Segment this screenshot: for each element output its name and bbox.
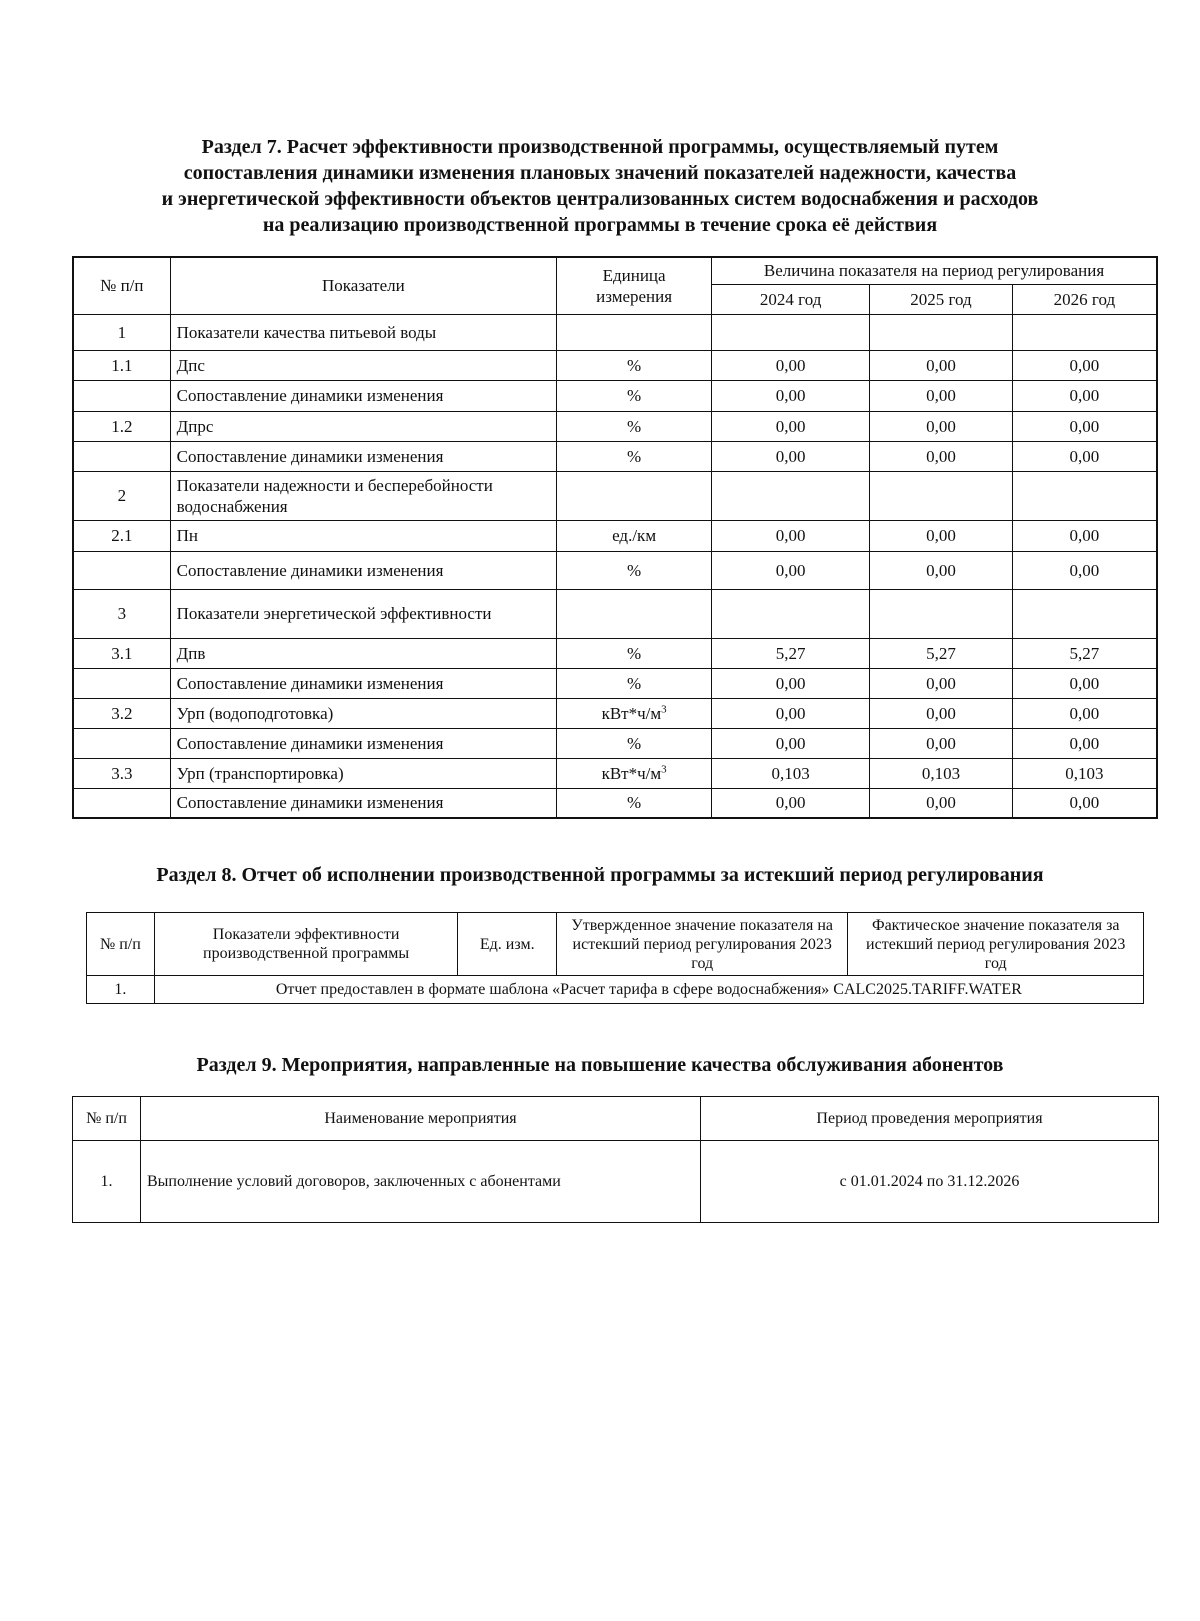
table-row xyxy=(73,668,1157,698)
row-num: 1.1 xyxy=(73,350,170,380)
row-indicator: Сопоставление динамики изменения xyxy=(170,788,556,818)
value-2026: 0,00 xyxy=(1012,788,1157,818)
row-num: 1 xyxy=(73,314,170,350)
section9-title: Раздел 9. Мероприятия, направленные на повышение качества обслуживания абонентов xyxy=(196,1054,1004,1076)
row-indicator: Дпс xyxy=(170,350,556,380)
row-unit xyxy=(557,380,712,411)
unit-text: % xyxy=(627,386,642,405)
row-num xyxy=(73,668,170,698)
col-header-actual: Фактическое значение показателя за истекший период регулирования 2023 год xyxy=(848,913,1144,976)
row-unit xyxy=(557,728,712,758)
section8-title: Раздел 8. Отчет об исполнении производственной программы за истекший период регулирования xyxy=(156,864,1044,886)
table-row xyxy=(73,589,1157,638)
activity-period: с 01.01.2024 по 31.12.2026 xyxy=(701,1141,1159,1223)
row-indicator: Сопоставление динамики изменения xyxy=(170,380,556,411)
value-2024: 0,00 xyxy=(712,520,870,551)
row-num xyxy=(73,788,170,818)
row-unit xyxy=(557,638,712,668)
row-num: 3.1 xyxy=(73,638,170,668)
col-header-unit: Единица измерения xyxy=(557,257,712,314)
value-2025: 0,00 xyxy=(870,520,1013,551)
table-row xyxy=(73,520,1157,551)
table-row xyxy=(73,350,1157,380)
row-unit xyxy=(557,788,712,818)
report-note: Отчет предоставлен в формате шаблона «Расчет тарифа в сфере водоснабжения» CALC2025.TARIFF.WATER xyxy=(154,976,1143,1004)
col-header-num: № п/п xyxy=(73,257,170,314)
unit-text: % xyxy=(627,793,642,813)
row-indicator: Дпв xyxy=(170,638,556,668)
table-row xyxy=(73,314,1157,350)
row-num xyxy=(73,441,170,471)
unit-text: кВт*ч/м xyxy=(601,703,662,723)
col-header-num: № п/п xyxy=(73,1097,141,1141)
value-2026: 5,27 xyxy=(1012,638,1157,668)
table-row xyxy=(73,788,1157,818)
col-header-approved: Утвержденное значение показателя на истекший период регулирования 2023 год xyxy=(556,913,847,976)
row-num: 2 xyxy=(73,471,170,520)
row-indicator: Пн xyxy=(170,520,556,551)
value-2025: 0,103 xyxy=(870,758,1013,788)
row-unit xyxy=(557,441,712,471)
value-2026: 0,00 xyxy=(1012,350,1157,380)
row-num xyxy=(73,380,170,411)
value-2025 xyxy=(870,314,1013,350)
value-2024: 0,00 xyxy=(712,788,870,818)
row-indicator: Сопоставление динамики изменения xyxy=(170,441,556,471)
unit-superscript: 3 xyxy=(661,762,667,775)
value-2026: 0,00 xyxy=(1012,551,1157,589)
table-row xyxy=(73,471,1157,520)
row-num xyxy=(73,728,170,758)
col-header-name: Наименование мероприятия xyxy=(141,1097,701,1141)
row-num: 1.2 xyxy=(73,411,170,441)
row-num: 1. xyxy=(87,976,155,1004)
value-2025: 0,00 xyxy=(870,788,1013,818)
value-2026: 0,00 xyxy=(1012,441,1157,471)
value-2025: 0,00 xyxy=(870,411,1013,441)
table-row xyxy=(73,1141,1159,1223)
row-indicator: Сопоставление динамики изменения xyxy=(170,728,556,758)
value-2024: 0,00 xyxy=(712,551,870,589)
table-row xyxy=(73,728,1157,758)
table-row xyxy=(73,551,1157,589)
value-2024 xyxy=(712,471,870,520)
value-2024: 0,00 xyxy=(712,698,870,728)
col-header-period-group: Величина показателя на период регулирования xyxy=(712,257,1157,284)
unit-text: % xyxy=(627,355,642,375)
section7-table-body xyxy=(73,314,1157,818)
section7-title-line: на реализацию производственной программы в течение срока её действия xyxy=(262,214,938,236)
section7-table xyxy=(72,256,1158,819)
value-2025: 0,00 xyxy=(870,350,1013,380)
value-2025: 0,00 xyxy=(870,380,1013,411)
value-2024: 0,103 xyxy=(712,758,870,788)
col-header-num: № п/п xyxy=(87,913,155,976)
table-row xyxy=(73,411,1157,441)
table-row xyxy=(73,441,1157,471)
value-2026: 0,00 xyxy=(1012,728,1157,758)
value-2024: 0,00 xyxy=(712,350,870,380)
value-2026 xyxy=(1012,589,1157,638)
row-unit xyxy=(557,411,712,441)
col-header-unit: Ед. изм. xyxy=(458,913,557,976)
col-header-year-2026: 2026 год xyxy=(1012,284,1157,314)
value-2025 xyxy=(870,589,1013,638)
section9-table xyxy=(72,1096,1159,1223)
value-2026: 0,00 xyxy=(1012,698,1157,728)
table-row xyxy=(87,976,1144,1004)
value-2024: 0,00 xyxy=(712,380,870,411)
section7-title-line: Раздел 7. Расчет эффективности производственной программы, осуществляемый путем xyxy=(201,136,999,158)
value-2025: 0,00 xyxy=(870,551,1013,589)
value-2024: 5,27 xyxy=(712,638,870,668)
row-num xyxy=(73,551,170,589)
value-2026: 0,00 xyxy=(1012,668,1157,698)
row-indicator: Урп (водоподготовка) xyxy=(170,698,556,728)
col-header-period: Период проведения мероприятия xyxy=(701,1097,1159,1141)
row-unit xyxy=(557,350,712,380)
value-2026 xyxy=(1012,314,1157,350)
value-2025: 0,00 xyxy=(870,698,1013,728)
table-row xyxy=(73,380,1157,411)
row-unit xyxy=(557,551,712,589)
row-num: 2.1 xyxy=(73,520,170,551)
section7-title-line: сопоставления динамики изменения плановых значений показателей надежности, качества xyxy=(183,162,1017,184)
value-2025: 0,00 xyxy=(870,668,1013,698)
activity-name: Выполнение условий договоров, заключенных с абонентами xyxy=(141,1141,701,1223)
unit-text: % xyxy=(627,643,642,663)
table-row xyxy=(73,698,1157,728)
row-unit xyxy=(557,589,712,638)
row-indicator: Урп (транспортировка) xyxy=(170,758,556,788)
row-num: 3 xyxy=(73,589,170,638)
unit-text: % xyxy=(627,446,642,466)
unit-text: % xyxy=(627,560,642,580)
row-indicator: Показатели надежности и бесперебойности водоснабжения xyxy=(170,471,556,520)
row-unit xyxy=(557,471,712,520)
value-2024 xyxy=(712,314,870,350)
value-2025: 5,27 xyxy=(870,638,1013,668)
value-2024: 0,00 xyxy=(712,441,870,471)
value-2025 xyxy=(870,471,1013,520)
table-row xyxy=(73,638,1157,668)
unit-text: % xyxy=(627,733,642,753)
unit-text: % xyxy=(627,416,642,436)
value-2025: 0,00 xyxy=(870,441,1013,471)
value-2026: 0,00 xyxy=(1012,380,1157,411)
value-2026: 0,00 xyxy=(1012,411,1157,441)
unit-superscript: 3 xyxy=(661,702,667,715)
row-indicator: Дпрс xyxy=(170,411,556,441)
row-indicator: Сопоставление динамики изменения xyxy=(170,668,556,698)
row-indicator: Показатели качества питьевой воды xyxy=(170,314,556,350)
row-indicator: Сопоставление динамики изменения xyxy=(170,551,556,589)
value-2024: 0,00 xyxy=(712,411,870,441)
table-row xyxy=(73,758,1157,788)
row-unit xyxy=(557,668,712,698)
value-2026: 0,103 xyxy=(1012,758,1157,788)
value-2024: 0,00 xyxy=(712,668,870,698)
section7-title xyxy=(60,134,1140,238)
unit-text: кВт*ч/м xyxy=(601,763,662,783)
row-unit xyxy=(557,520,712,551)
row-unit xyxy=(557,314,712,350)
col-header-year-2024: 2024 год xyxy=(712,284,870,314)
col-header-indicators: Показатели xyxy=(170,257,556,314)
value-2025: 0,00 xyxy=(870,728,1013,758)
row-unit xyxy=(557,758,712,788)
col-header-indicators: Показатели эффективности производственной программы xyxy=(154,913,458,976)
value-2026 xyxy=(1012,471,1157,520)
value-2026: 0,00 xyxy=(1012,520,1157,551)
section7-title-line: и энергетической эффективности объектов централизованных систем водоснабжения и расходов xyxy=(161,188,1039,210)
row-unit xyxy=(557,698,712,728)
row-num: 3.2 xyxy=(73,698,170,728)
row-num: 3.3 xyxy=(73,758,170,788)
row-indicator: Показатели энергетической эффективности xyxy=(170,589,556,638)
section8-table xyxy=(86,912,1144,1004)
unit-text: ед./км xyxy=(612,526,657,545)
unit-text: % xyxy=(627,673,642,693)
col-header-year-2025: 2025 год xyxy=(870,284,1013,314)
value-2024: 0,00 xyxy=(712,728,870,758)
row-num: 1. xyxy=(73,1141,141,1223)
value-2024 xyxy=(712,589,870,638)
